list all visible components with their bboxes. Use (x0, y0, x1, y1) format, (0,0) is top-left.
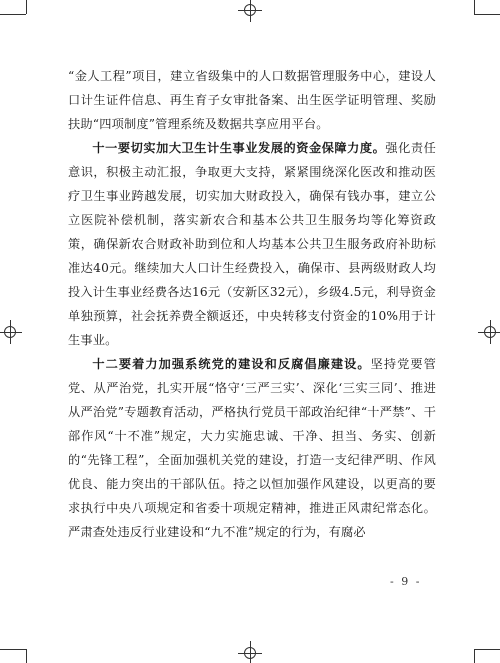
crop-mark-bottom-left (0, 623, 40, 663)
registration-mark-right (476, 318, 500, 346)
paragraph-continuation (68, 64, 436, 136)
page-number: - 9 - (390, 575, 422, 588)
registration-mark-left (0, 318, 24, 346)
body-text (68, 64, 436, 544)
paragraph-body: 强化责任意识，积极主动汇报，争取更大支持，紧紧围绕深化医改和推动医疗卫生事业跨越发展，切实加大财政投入，确保有钱办事，建立公立医院补偿机制，落实新农合和基本公共卫生服务均等化筹资政策，确保新农合财政补助到位和人均基本公共卫生服务政府补助标准达40元。继续加大人口计生经费投入，确保市、县两级财政人均投入计生事业经费各达16元（安新区32元），乡级4.5元，利导资金单独预算，社会抚养费全额返还，中央转移支付资金的10%用于计生事业。 (68, 141, 436, 347)
paragraph-body: 坚持党要管党、从严治党，扎实开展“恪守‘三严三实’、深化‘三实三同’、推进从严治党”专题教育活动，严格执行党员干部政治纪律“十严禁”、干部作风“十不准”规定，大力实施忠诚、干净、担当、务实、创新的“先锋工程”，全面加强机关党的建设，打造一支纪律严明、作风优良、能力突出的干部队伍。持之以恒加强作风建设，以更高的要求执行中央八项规定和省委十项规定精神，推进正风肃纪常态化。严肃查处违反行业建设和“九不准”规定的行为，有腐必 (68, 357, 437, 539)
crop-mark-top-right (460, 0, 500, 40)
paragraph-funding-guarantee (68, 136, 436, 352)
registration-mark-top-center (236, 0, 264, 24)
paragraph-body: “金人工程”项目，建立省级集中的人口数据管理服务中心，建设人口计生证件信息、再生育子女审批备案、出生医学证明管理、奖励扶助“四项制度”管理系统及数据共享应用平台。 (68, 69, 436, 131)
paragraph-party-building (68, 352, 436, 544)
crop-mark-bottom-right (460, 623, 500, 663)
crop-mark-top-left (0, 0, 40, 40)
paragraph-heading: 十二要着力加强系统党的建设和反腐倡廉建设。 (92, 357, 371, 371)
paragraph-heading: 十一要切实加大卫生计生事业发展的资金保障力度。 (92, 141, 386, 155)
registration-mark-bottom-center (236, 639, 264, 663)
